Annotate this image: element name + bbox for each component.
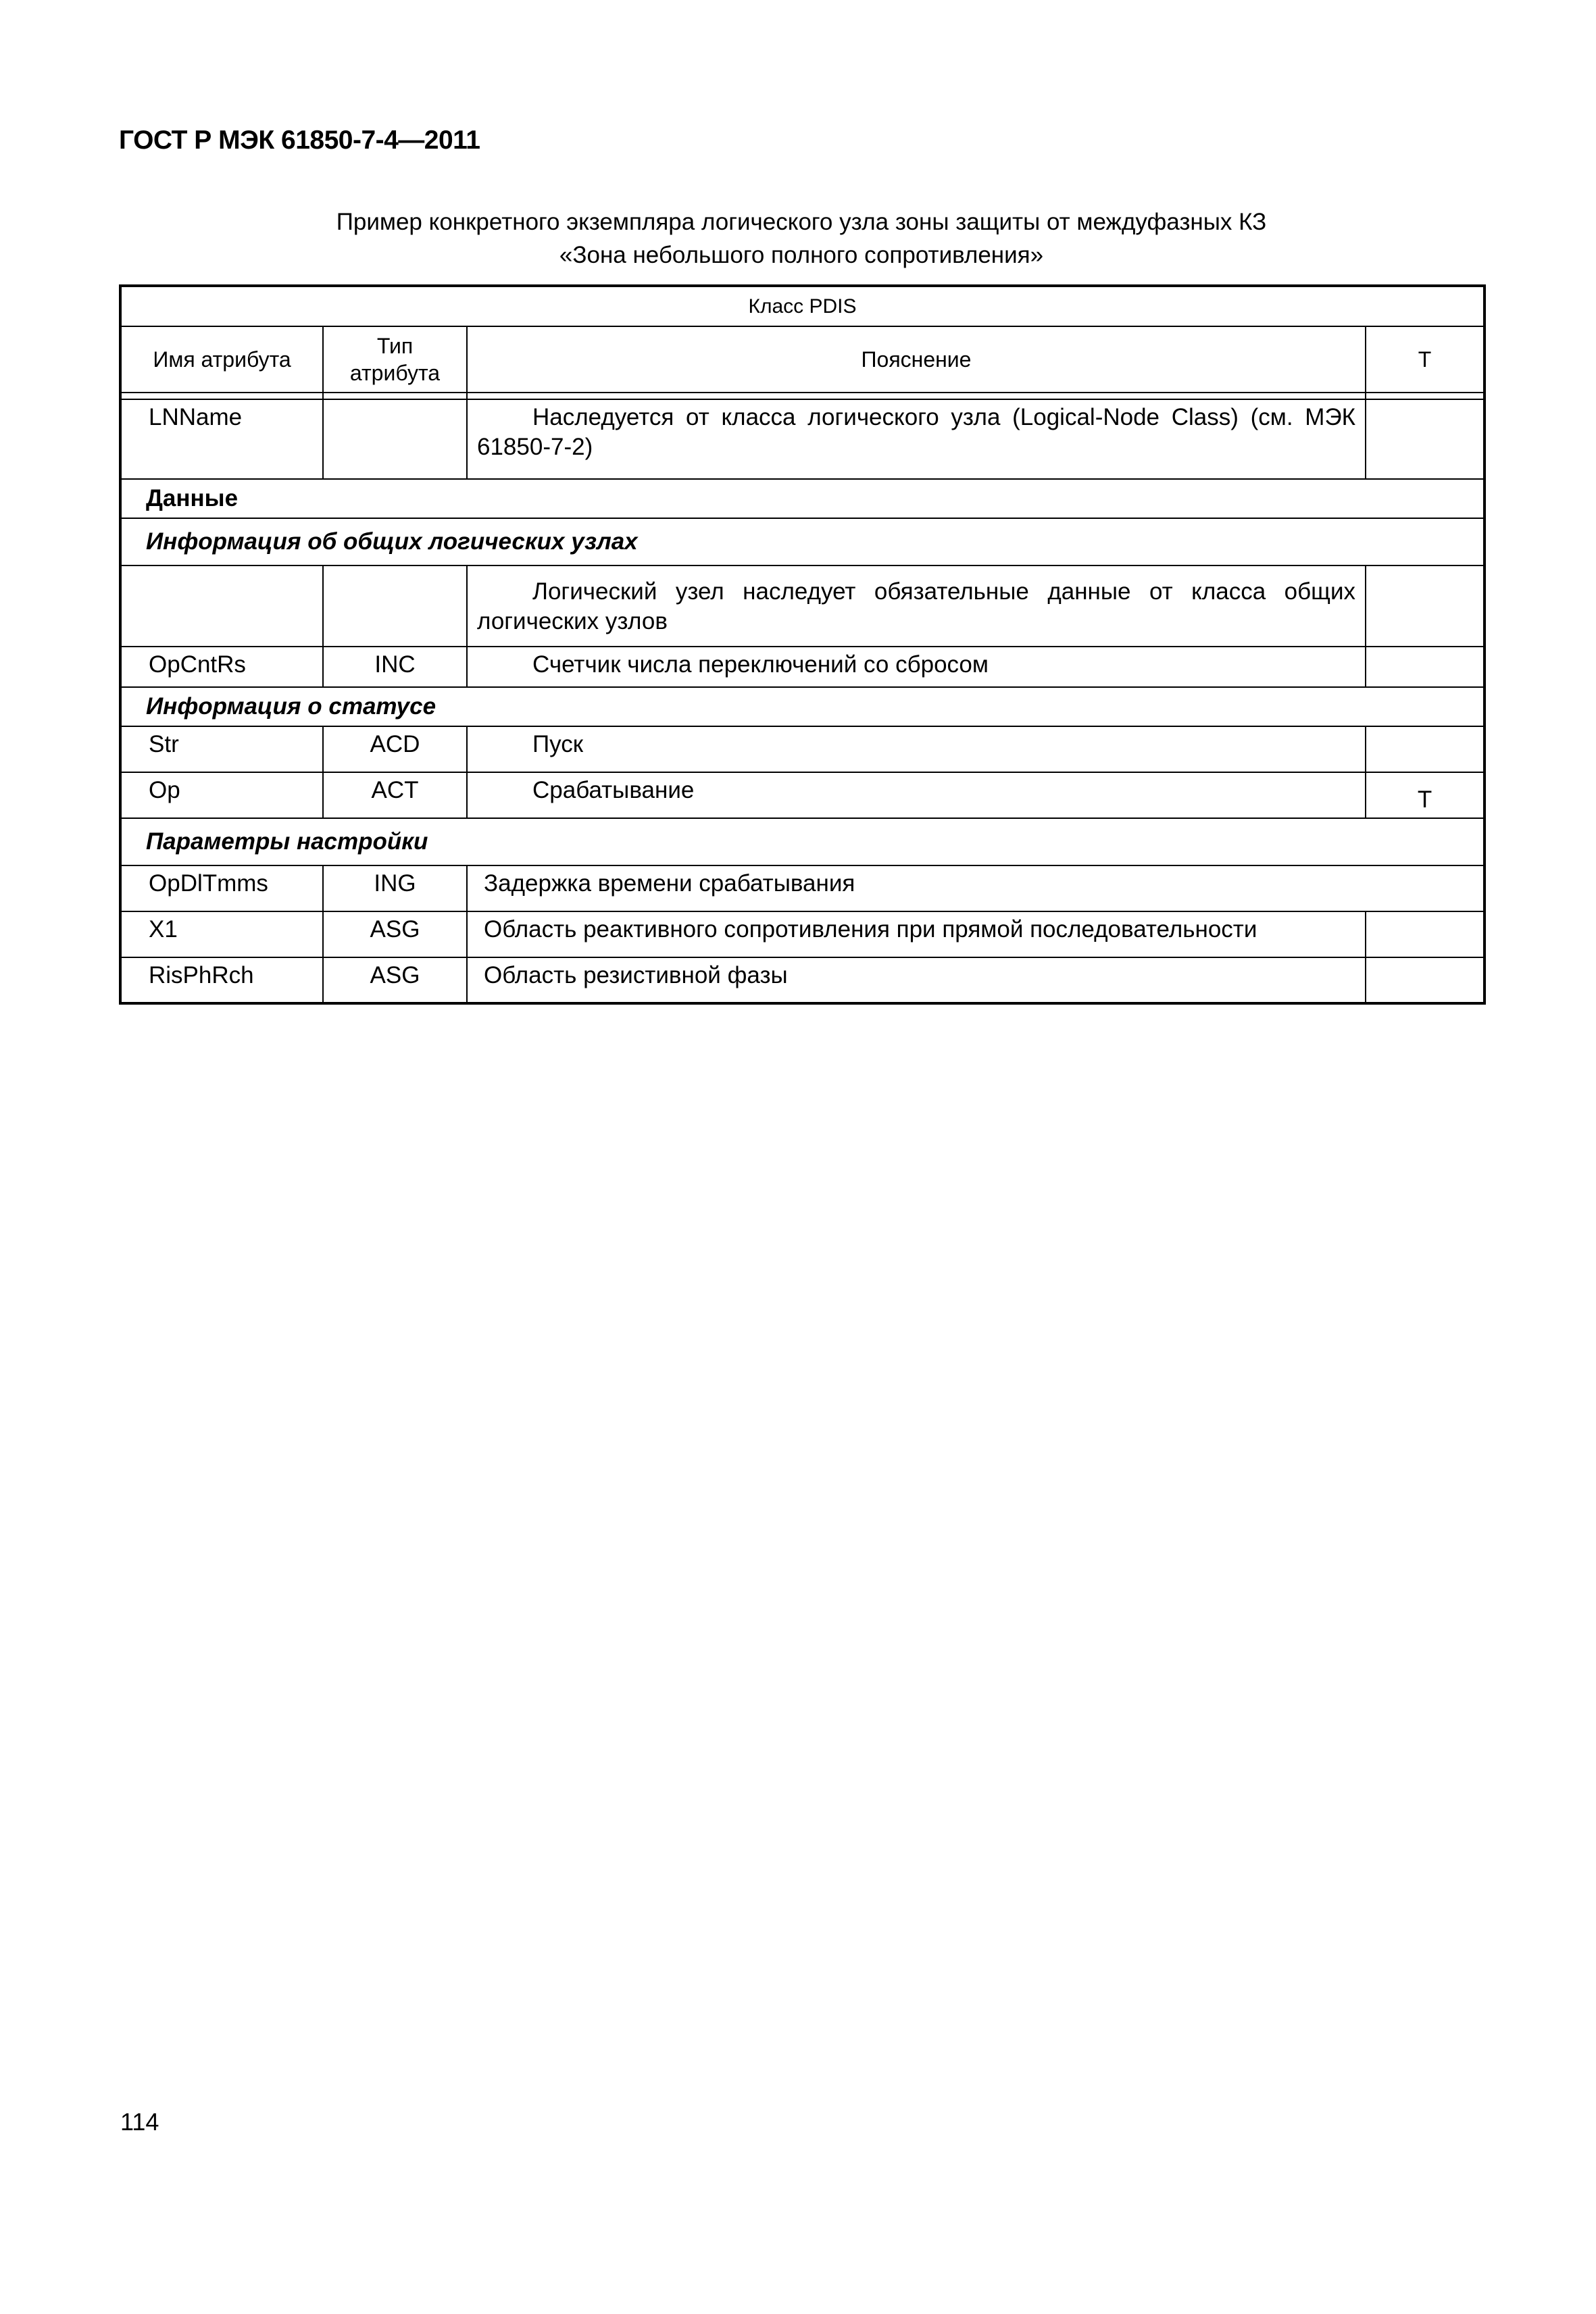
cell-name	[120, 565, 323, 647]
header-gap-row	[120, 393, 1485, 399]
cell-explanation: Наследуется от класса логического узла (Logical-Node Class) (см. МЭК 61850-7-2)	[467, 399, 1366, 479]
column-header-row	[120, 326, 1485, 393]
table-row-op	[120, 772, 1485, 818]
col-header-type-line2: атрибута	[349, 361, 441, 385]
cell-explanation: Пуск	[467, 726, 1366, 772]
cell-name: RisPhRch	[120, 957, 323, 1003]
cell-t: T	[1366, 772, 1485, 818]
section-settings-label: Параметры настройки	[120, 818, 1485, 865]
section-common-label: Информация об общих логических узлах	[120, 518, 1485, 565]
cell-explanation: Область резистивной фазы	[467, 957, 1366, 1003]
cell-name: X1	[120, 911, 323, 957]
table-row-risphrch	[120, 957, 1485, 1003]
cell-name: Str	[120, 726, 323, 772]
document-header: ГОСТ Р МЭК 61850-7-4—2011	[119, 126, 480, 155]
table-caption	[120, 205, 1482, 272]
cell-type: ACD	[323, 726, 467, 772]
gap-cell	[467, 393, 1366, 399]
col-header-t: T	[1366, 326, 1485, 393]
col-header-explanation: Пояснение	[467, 326, 1366, 393]
cell-name: Op	[120, 772, 323, 818]
cell-t	[1366, 957, 1485, 1003]
cell-name: OpDlTmms	[120, 865, 323, 911]
gap-cell	[323, 393, 467, 399]
cell-name: OpCntRs	[120, 647, 323, 687]
table-row-x1	[120, 911, 1485, 957]
cell-type: ING	[323, 865, 467, 911]
cell-explanation: Логический узел наследует обязательные данные от класса общих логических узлов	[467, 565, 1366, 647]
pdis-table	[119, 284, 1486, 1005]
section-row-settings	[120, 818, 1485, 865]
cell-name: LNName	[120, 399, 323, 479]
section-row-data	[120, 479, 1485, 518]
cell-t	[1366, 565, 1485, 647]
section-status-label: Информация о статусе	[120, 687, 1485, 726]
col-header-type-line1: Тип	[376, 334, 414, 358]
cell-type: INC	[323, 647, 467, 687]
cell-t	[1366, 399, 1485, 479]
cell-t	[1366, 911, 1485, 957]
section-data-label: Данные	[120, 479, 1485, 518]
class-title: Класс PDIS	[120, 286, 1485, 326]
cell-type	[323, 399, 467, 479]
cell-t	[1366, 647, 1485, 687]
table-row-common	[120, 565, 1485, 647]
section-row-status	[120, 687, 1485, 726]
cell-explanation: Счетчик числа переключений со сбросом	[467, 647, 1366, 687]
cell-type: ASG	[323, 911, 467, 957]
cell-explanation: Срабатывание	[467, 772, 1366, 818]
gap-cell	[120, 393, 323, 399]
col-header-type	[323, 326, 467, 393]
cell-type	[323, 565, 467, 647]
gap-cell	[1366, 393, 1485, 399]
page-number: 114	[120, 2108, 159, 2136]
cell-t	[1366, 726, 1485, 772]
cell-explanation: Область реактивного сопротивления при прямой последовательности	[467, 911, 1366, 957]
cell-type: ACT	[323, 772, 467, 818]
table-row-opcntrs	[120, 647, 1485, 687]
class-row	[120, 286, 1485, 326]
section-row-common	[120, 518, 1485, 565]
caption-line-1: Пример конкретного экземпляра логического узла зоны защиты от междуфазных КЗ	[336, 209, 1267, 235]
cell-explanation: Задержка времени срабатывания	[467, 865, 1485, 911]
table-row-opdltmms	[120, 865, 1485, 911]
table-row-lnname	[120, 399, 1485, 479]
caption-line-2: «Зона небольшого полного сопротивления»	[559, 242, 1044, 268]
cell-type: ASG	[323, 957, 467, 1003]
col-header-name: Имя атрибута	[120, 326, 323, 393]
table-row-str	[120, 726, 1485, 772]
